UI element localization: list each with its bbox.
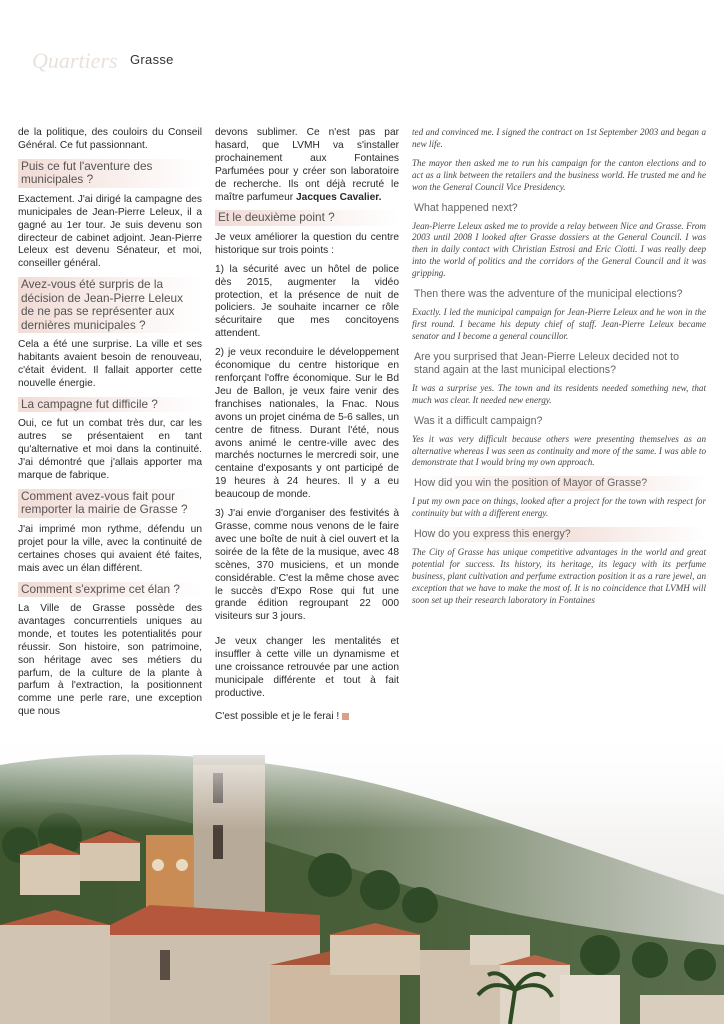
column-french-2: [215, 127, 399, 730]
name-bold: Jacques Cavalier.: [295, 191, 382, 203]
paragraph: La Ville de Grasse possède des avantages concurrentiels uniques au monde, et toutes les potentialités pour réussir. Son histoire, son patrimoine, son héritage avec ses métiers du parfum, de la culture de la plante à parfum à l'extraction, la positionnent comme une perle rare, une exception que nous: [18, 603, 202, 718]
paragraph-text: devons sublimer. Ce n'est pas par hasard, que LVMH va s'installer prochainement aux Fontaines Parfumées pour y créer son laboratoire de recherche. Ils ont déjà recruté le maître parfumeur: [215, 127, 399, 203]
paragraph: [215, 127, 399, 204]
question-heading: Avez-vous été surpris de la décision de Jean-Pierre Leleux de ne pas se représenter aux dernières municipales ?: [18, 277, 202, 333]
question-heading: Are you surprised that Jean-Pierre Leleux decided not to stand again at the last municipal elections?: [412, 350, 706, 378]
column-french-1: [18, 127, 202, 725]
closing-text: C'est possible et je le ferai !: [215, 710, 340, 722]
question-heading: Then there was the adventure of the municipal elections?: [412, 287, 706, 302]
question-heading: Comment s'exprime cet élan ?: [18, 582, 202, 598]
question-heading: La campagne fut difficile ?: [18, 397, 202, 413]
grasse-town-photo: [0, 725, 724, 1024]
paragraph: Je veux améliorer la question du centre historique sur trois points :: [215, 231, 399, 256]
paragraph: Je veux changer les mentalités et insuffler à cette ville un dynamisme et une croissance retrouvée par une action municipale différente et tout à fait productive.: [215, 636, 399, 699]
list-item: 3) J'ai envie d'organiser des festivités à Grasse, comme nous venons de le faire avec une boîte de nuit à ciel ouvert et la soirée de la fête de la musique, avec 48 scènes, 370 musiciens, et un monde considérable. C'est la même chose avec le succès d'Expo Rose qui fut une grande édition regroupant 22 000 visiteurs sur 3 jours.: [215, 508, 399, 623]
ghost-title: Quartiers: [32, 48, 118, 73]
question-heading: Was it a difficult campaign?: [412, 414, 706, 429]
paragraph: Yes it was very difficult because others were presenting themselves as an alternative whereas I was seen as continuity and more of the same. I was able to demonstrate that I would bring my own approach.: [412, 433, 706, 468]
list-item: 2) je veux reconduire le développement économique du centre historique en renforçant l'offre économique. Sur le Bd Jeu de Ballon, je veux faire venir des franchises nationales, la Fnac. Nous avons un projet cinéma de 5-6 salles, un centre de fitness. Durant l'été, nous avons animé le centre-ville avec des marchés nocturnes le mercredi soir, une centaine d'exposants y ont participé de 19 heures à 24 heures. Il y a eu beaucoup de monde.: [215, 347, 399, 501]
paragraph: J'ai imprimé mon rythme, défendu un projet pour la ville, avec la continuité de certaines choses qui avaient été faites, mais avec un élan différent.: [18, 523, 202, 574]
question-heading: Comment avez-vous fait pour remporter la mairie de Grasse ?: [18, 489, 202, 518]
question-heading: How did you win the position of Mayor of Grasse?: [412, 476, 706, 491]
town-photo-illustration: [0, 725, 724, 1024]
paragraph: I put my own pace on things, looked after a project for the town with respect for continuity but with a different energy.: [412, 496, 706, 519]
section-title: Grasse: [130, 52, 174, 67]
paragraph: It was a surprise yes. The town and its residents needed something new, that much was clear. It needed new energy.: [412, 382, 706, 405]
paragraph: Oui, ce fut un combat très dur, car les autres se présentaient en tant qu'alternative et moi dans la continuité. J'ai démontré que j'allais apporter ma marque de fabrique.: [18, 418, 202, 481]
paragraph: Cela a été une surprise. La ville et ses habitants avaient besoin de renouveau, c'était évident. Il fallait apporter cette nouvelle énergie.: [18, 339, 202, 389]
paragraph: ted and convinced me. I signed the contract on 1st September 2003 and began a new life.: [412, 127, 706, 149]
column-english: [412, 127, 706, 614]
question-heading: Puis ce fut l'aventure des municipales ?: [18, 159, 202, 188]
paragraph: The City of Grasse has unique competitive advantages in the world and great potential for success. Its history, its heritage, its legacy with its perfume business, plant cultivation and perfume extraction position it as a rare jewel, an exception that we have to make the most of. It is no coincidence that LVMH will soon set up their research laboratory in Fontaines: [412, 547, 706, 605]
end-mark-icon: [342, 713, 349, 720]
paragraph: The mayor then asked me to run his campaign for the canton elections and to act as a link between the retailers and the business world. He trusted me and he won the General Council Vice Presidency.: [412, 157, 706, 192]
paragraph: Exactly. I led the municipal campaign for Jean-Pierre Leleux and he won in the first round. I became his deputy chief of staff. Jean-Pierre Leleux became senator and I become a general councillor.: [412, 307, 706, 341]
question-heading: Et le deuxième point ?: [215, 210, 399, 226]
question-heading: How do you express this energy?: [412, 527, 706, 542]
paragraph: de la politique, des couloirs du Conseil Général. Ce fut passionnant.: [18, 127, 202, 151]
question-heading: What happened next?: [412, 201, 706, 216]
paragraph: Exactement. J'ai dirigé la campagne des municipales de Jean-Pierre Leleux, il a gagné au 1er tour. Je suis devenu son directeur de cabinet adjoint. Jean-Pierre Leleux est devenu Sénateur, et moi, conseiller général.: [18, 193, 202, 270]
list-item: 1) la sécurité avec un hôtel de police dès 2015, augmenter la vidéo protection, et la présence de nuit de policiers. Je souhaite incarner ce rôle sécuritaire que mes concitoyens attendent.: [215, 263, 399, 340]
paragraph: Jean-Pierre Leleux asked me to provide a relay between Nice and Grasse. From 2003 until 2008 I looked after Grasse dossiers at the General Council. I was then in daily contact with Christian Estrosi and Eric Ciotti. I was really deep into the world of politics and the corridors of the General Council and it was gripping.: [412, 220, 706, 279]
closing-line: [215, 711, 399, 724]
